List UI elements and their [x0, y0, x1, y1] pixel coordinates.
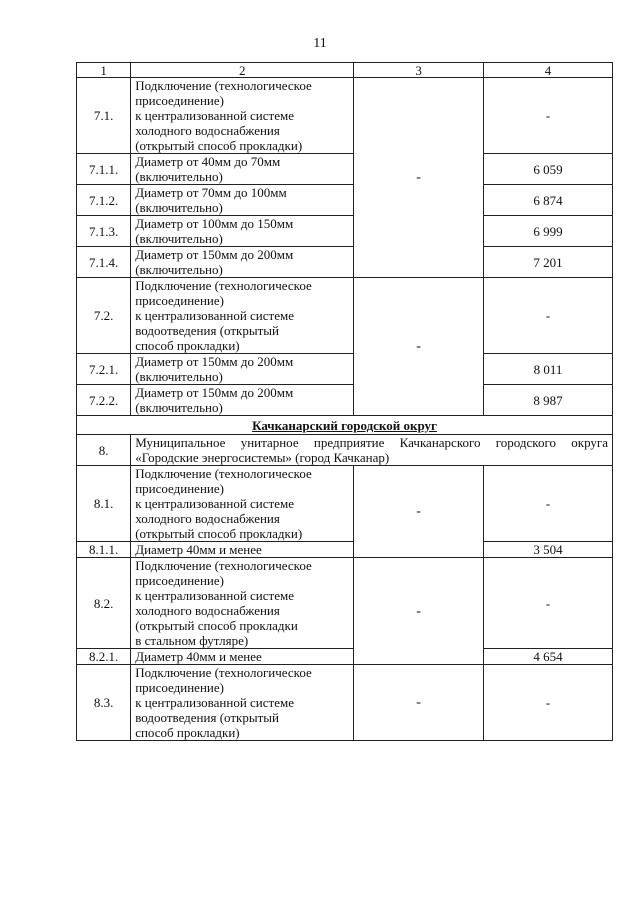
table-row [77, 278, 613, 354]
row-value: 6 999 [484, 216, 613, 247]
row-col3-value: - [354, 665, 484, 741]
row-value: - [484, 665, 613, 741]
row-value: 4 654 [484, 649, 613, 665]
row-description: Подключение (технологическое присоединение) к централизованной системе холодного водоснабжения (открытый способ прокладки) [131, 466, 354, 542]
row-description: Диаметр от 100мм до 150мм (включительно) [131, 216, 354, 247]
row-value: 3 504 [484, 542, 613, 558]
page-number: 11 [313, 36, 327, 51]
row-description: Диаметр от 150мм до 200мм (включительно) [131, 247, 354, 278]
header-col-2: 2 [131, 63, 354, 78]
row-value: 8 987 [484, 385, 613, 416]
row-number: 8.3. [77, 665, 131, 741]
row-number: 7.1.2. [77, 185, 131, 216]
table-row [77, 78, 613, 154]
row-value: - [484, 466, 613, 542]
row-value: - [484, 78, 613, 154]
tariff-table [76, 62, 613, 741]
row-number: 8.1.1. [77, 542, 131, 558]
group-col3-value: - [354, 78, 484, 278]
row-number: 8.2.1. [77, 649, 131, 665]
table-row [77, 354, 613, 385]
row-value: 6 874 [484, 185, 613, 216]
row-number: 8.2. [77, 558, 131, 649]
row-description: Диаметр от 150мм до 200мм (включительно) [131, 385, 354, 416]
table-row [77, 247, 613, 278]
row-value: 6 059 [484, 154, 613, 185]
group-col3-value: - [354, 558, 484, 665]
header-col-1: 1 [77, 63, 131, 78]
group-col3-value: - [354, 278, 484, 416]
table-row [77, 154, 613, 185]
table-row [77, 665, 613, 741]
row-description: Подключение (технологическое присоединение) к централизованной системе холодного водоснабжения (открытый способ прокладки) [131, 78, 354, 154]
region-row [77, 416, 613, 435]
table-header-row [77, 63, 613, 78]
row-value: - [484, 558, 613, 649]
row-description: Диаметр 40мм и менее [131, 649, 354, 665]
row-value: 7 201 [484, 247, 613, 278]
row-number: 7.1.4. [77, 247, 131, 278]
table-row [77, 385, 613, 416]
header-col-3: 3 [354, 63, 484, 78]
table-row [77, 649, 613, 665]
table-row [77, 216, 613, 247]
row-description: Подключение (технологическое присоединение) к централизованной системе водоотведения (открытый способ прокладки) [131, 665, 354, 741]
row-value: - [484, 278, 613, 354]
row-number: 8.1. [77, 466, 131, 542]
row-description: Подключение (технологическое присоединение) к централизованной системе водоотведения (открытый способ прокладки) [131, 278, 354, 354]
group-col3-value: - [354, 466, 484, 558]
row-description: Диаметр 40мм и менее [131, 542, 354, 558]
row-description: Диаметр от 40мм до 70мм (включительно) [131, 154, 354, 185]
row-description: Диаметр от 70мм до 100мм (включительно) [131, 185, 354, 216]
table-row [77, 542, 613, 558]
table-row [77, 466, 613, 542]
row-number: 7.2. [77, 278, 131, 354]
row-number: 8. [77, 435, 131, 466]
row-number: 7.2.2. [77, 385, 131, 416]
row-value: 8 011 [484, 354, 613, 385]
region-title: Качканарский городской округ [77, 416, 613, 435]
table-row [77, 435, 613, 466]
header-col-4: 4 [484, 63, 613, 78]
row-number: 7.1.1. [77, 154, 131, 185]
row-description: Диаметр от 150мм до 200мм (включительно) [131, 354, 354, 385]
table-row [77, 185, 613, 216]
table-row [77, 558, 613, 649]
row-number: 7.1. [77, 78, 131, 154]
row-number: 7.2.1. [77, 354, 131, 385]
row-description: Подключение (технологическое присоединение) к централизованной системе холодного водоснабжения (открытый способ прокладки в стальном футляре) [131, 558, 354, 649]
organization-name: Муниципальное унитарное предприятие Качканарского городского округа «Городские энергосистемы» (город Качканар) [131, 435, 613, 466]
row-number: 7.1.3. [77, 216, 131, 247]
